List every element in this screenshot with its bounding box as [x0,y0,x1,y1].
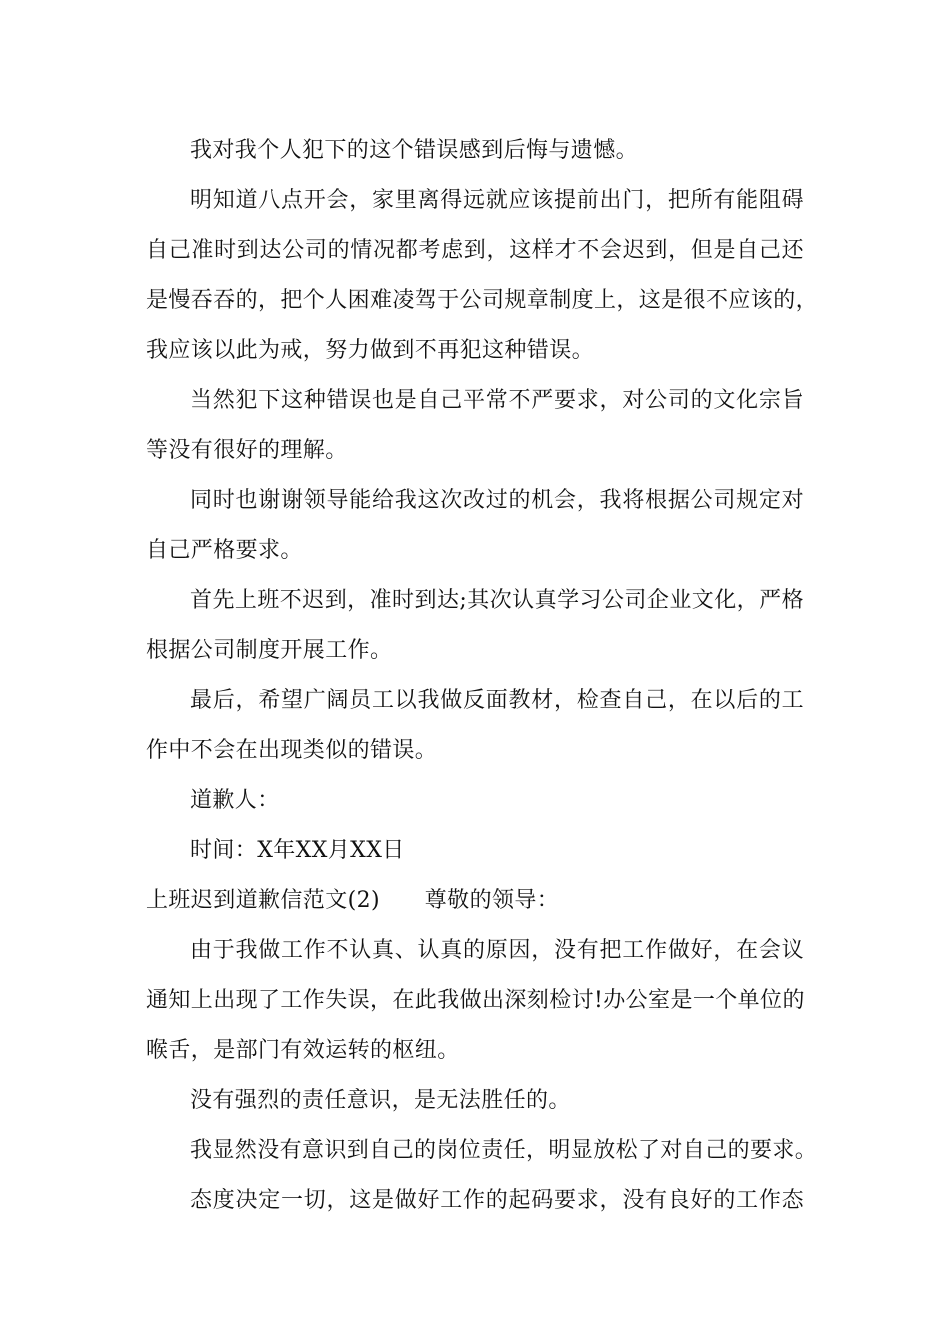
text-line: 最后，希望广阔员工以我做反面教材，检查自己，在以后的工 [190,688,804,713]
text-line: 态度决定一切，这是做好工作的起码要求，没有良好的工作态 [190,1188,804,1213]
text-line: 明知道八点开会，家里离得远就应该提前出门，把所有能阻碍 [190,188,804,213]
text-line: 根据公司制度开展工作。 [146,638,393,663]
text-line: 作中不会在出现类似的错误。 [146,738,438,763]
text-line: 当然犯下这种错误也是自己平常不严要求，对公司的文化宗旨 [190,388,804,413]
text-line: 我对我个人犯下的这个错误感到后悔与遗憾。 [190,138,639,163]
text-line: 没有强烈的责任意识，是无法胜任的。 [190,1088,571,1113]
text-line: 同时也谢谢领导能给我这次改过的机会，我将根据公司规定对 [190,488,804,513]
text-line: 自己严格要求。 [146,538,303,563]
text-line: 自己准时到达公司的情况都考虑到，这样才不会迟到，但是自己还 [146,238,804,263]
text-line: 我显然没有意识到自己的岗位责任，明显放松了对自己的要求。 [190,1138,818,1163]
text-line: 由于我做工作不认真、认真的原因，没有把工作做好，在会议 [190,938,804,963]
section-heading: 上班迟到道歉信范文(2) 尊敬的领导： [146,888,560,913]
text-line: 首先上班不迟到，准时到达;其次认真学习公司企业文化，严格 [190,588,804,613]
text-line: 通知上出现了工作失误，在此我做出深刻检讨!办公室是一个单位的 [146,988,805,1013]
text-line: 等没有很好的理解。 [146,438,348,463]
text-line: 是慢吞吞的，把个人困难凌驾于公司规章制度上，这是很不应该的， [146,288,819,313]
date-line: 时间：X年XX月XX日 [190,838,405,863]
signature-label: 道歉人： [190,788,280,813]
text-line: 喉舌，是部门有效运转的枢纽。 [146,1038,460,1063]
text-line: 我应该以此为戒，努力做到不再犯这种错误。 [146,338,595,363]
